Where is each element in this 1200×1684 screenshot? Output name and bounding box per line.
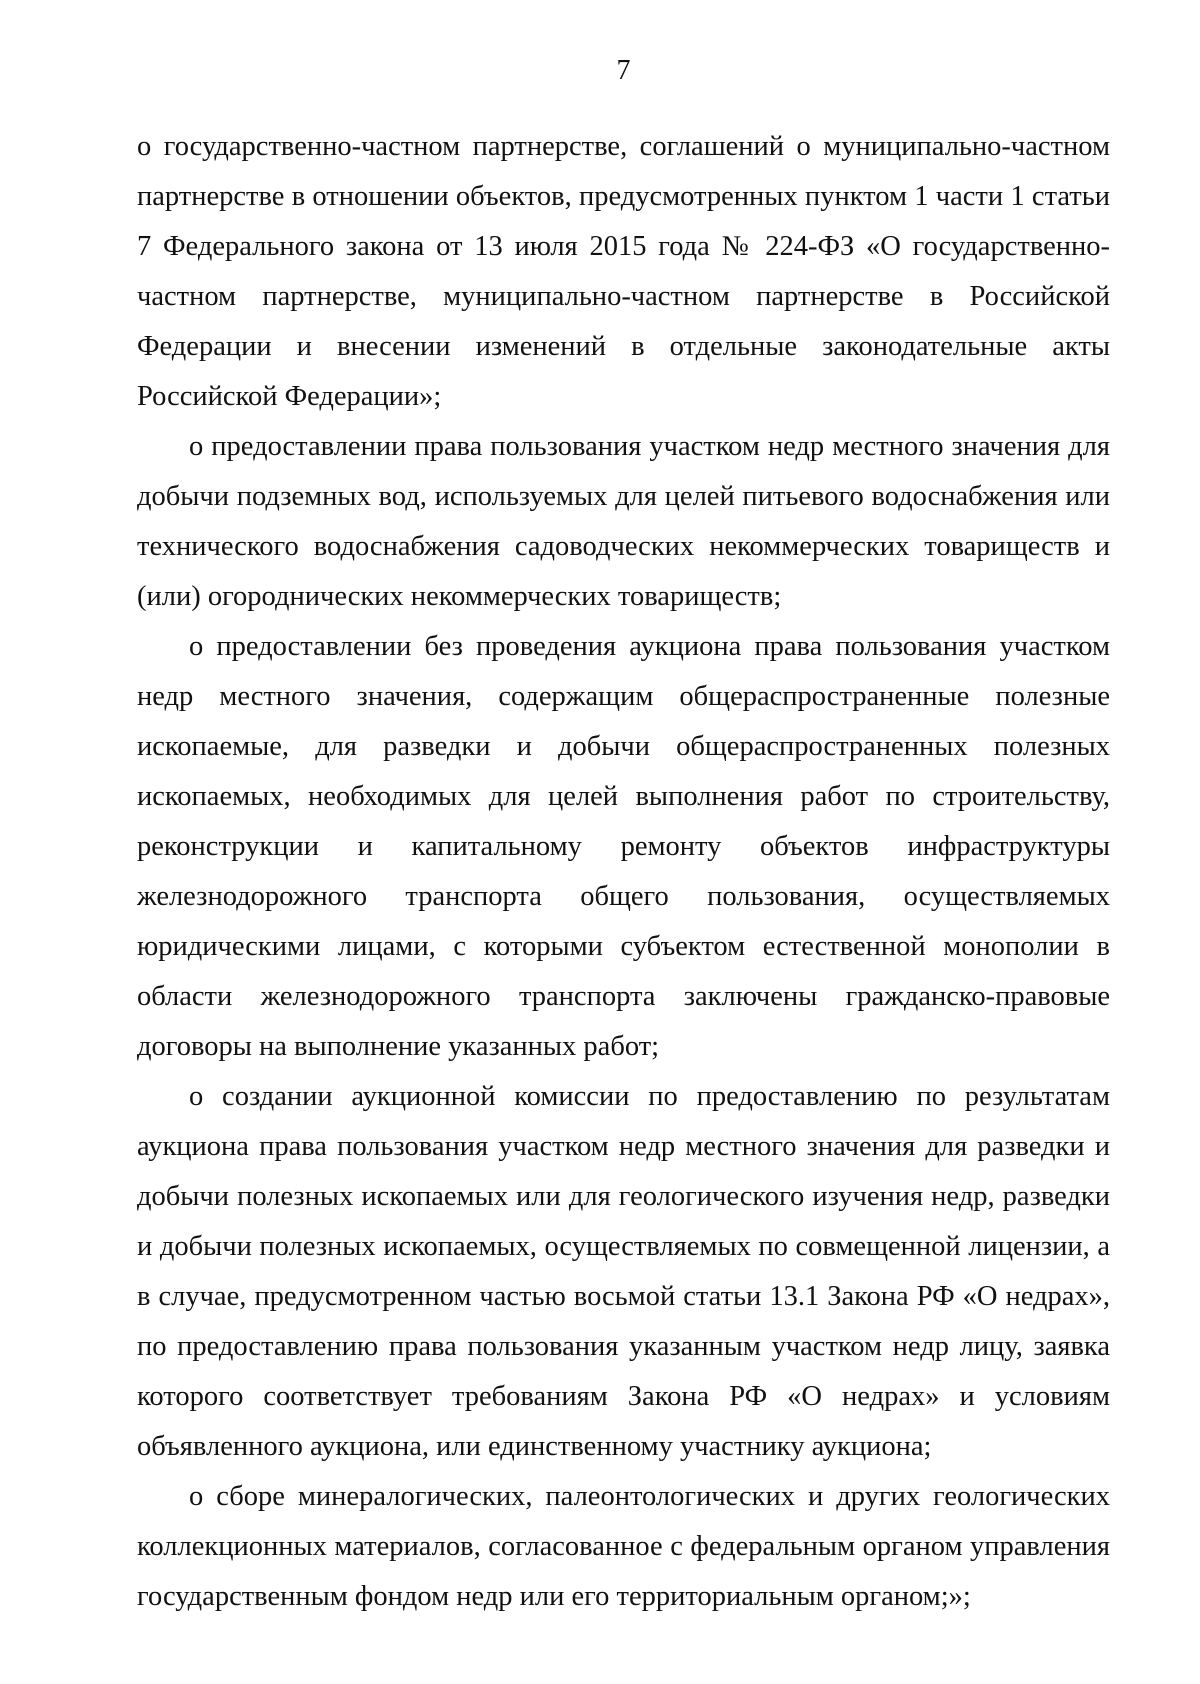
paragraph-continuation: о государственно-частном партнерстве, соглашений о муниципально-частном партнерстве в отношении объектов, предусмотренных пунктом 1 части 1 статьи 7 Федерального закона от 13 июля 2015 года № 224-ФЗ «О государственно-частном партнерстве, муниципально-частном партнерстве в Российской Федерации и внесении изменений в отдельные законодательные акты Российской Федерации»; (137, 131, 1110, 412)
paragraph-auction-commission: о создании аукционной комиссии по предоставлению по результатам аукциона права пользования участком недр местного значения для разведки и добычи полезных ископаемых или для геологического изучения недр, разведки и добычи полезных ископаемых, осуществляемых по совмещенной лицензии, а в случае, предусмотренном частью восьмой статьи 13.1 Закона РФ «О недрах», по предоставлению права пользования указанным участком недр лицу, заявка которого соответствует требованиям Закона РФ «О недрах» и условиям объявленного аукциона, или единственному участнику аукциона; (137, 1081, 1110, 1462)
paragraph-no-auction: о предоставлении без проведения аукциона права пользования участком недр местного значения, содержащим общераспространенные полезные ископаемые, для разведки и добычи общераспространенных полезных ископаемых, необходимых для целей выполнения работ по строительству, реконструкции и капитальному ремонту объектов инфраструктуры железнодорожного транспорта общего пользования, осуществляемых юридическими лицами, с которыми субъектом естественной монополии в области железнодорожного транспорта заключены гражданско-правовые договоры на выполнение указанных работ; (137, 631, 1110, 1062)
paragraph-collection-materials: о сборе минералогических, палеонтологических и других геологических коллекционных материалов, согласованное с федеральным органом управления государственным фондом недр или его территориальным органом;»; (137, 1481, 1110, 1612)
document-body (137, 122, 1110, 1622)
page-number: 7 (616, 55, 631, 86)
paragraph-groundwater: о предоставлении права пользования участком недр местного значения для добычи подземных вод, используемых для целей питьевого водоснабжения или технического водоснабжения садоводческих некоммерческих товариществ и (или) огороднических некоммерческих товариществ; (137, 431, 1110, 612)
